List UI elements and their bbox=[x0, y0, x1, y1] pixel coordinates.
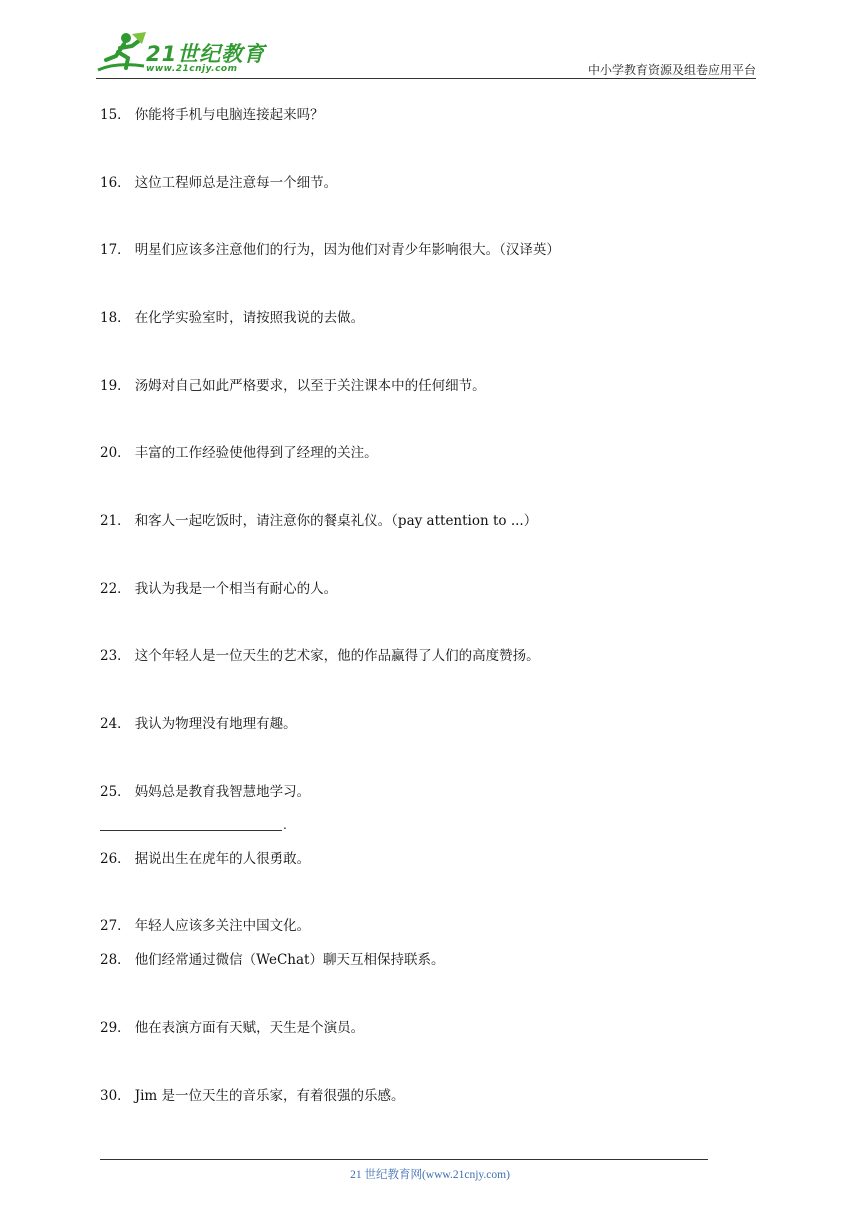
question-number: 26． bbox=[100, 851, 131, 867]
question-number: 16． bbox=[100, 175, 131, 191]
question-text: 你能将手机与电脑连接起来吗？ bbox=[134, 107, 324, 123]
platform-name: 中小学教育资源及组卷应用平台 bbox=[587, 63, 756, 77]
question-number: 20． bbox=[100, 445, 131, 461]
question-text: Jim 是一位天生的音乐家，有着很强的乐感。 bbox=[134, 1088, 405, 1104]
question-text: 这个年轻人是一位天生的艺术家，他的作品赢得了人们的高度赞扬。 bbox=[134, 648, 540, 664]
question-number: 25． bbox=[100, 784, 131, 800]
question-number: 18． bbox=[100, 310, 131, 326]
question-number: 22． bbox=[100, 581, 131, 597]
question-text: 我认为我是一个相当有耐心的人。 bbox=[134, 581, 338, 597]
page-header bbox=[96, 30, 756, 78]
question-number: 27． bbox=[100, 918, 131, 934]
question-text: 我认为物理没有地理有趣。 bbox=[134, 716, 297, 732]
question-text: 这位工程师总是注意每一个细节。 bbox=[134, 175, 338, 191]
question-16 bbox=[100, 174, 337, 192]
site-logo[interactable] bbox=[96, 30, 266, 78]
question-number: 21． bbox=[100, 513, 131, 529]
question-text: 据说出生在虎年的人很勇敢。 bbox=[134, 851, 311, 867]
question-28 bbox=[100, 951, 444, 969]
runner-logo-icon bbox=[96, 30, 148, 76]
question-number: 19． bbox=[100, 378, 131, 394]
question-29 bbox=[100, 1019, 364, 1037]
question-number: 30． bbox=[100, 1088, 131, 1104]
question-number: 24． bbox=[100, 716, 131, 732]
question-19 bbox=[100, 377, 486, 395]
footer-link[interactable]: 21 世纪教育网(www.21cnjy.com) bbox=[350, 1169, 510, 1181]
question-text: 和客人一起吃饭时，请注意你的餐桌礼仪。（pay attention to ...） bbox=[134, 513, 538, 529]
answer-blank-period: . bbox=[283, 818, 287, 832]
question-25 bbox=[100, 783, 310, 801]
logo-url: www.21cnjy.com bbox=[146, 64, 238, 74]
question-text: 年轻人应该多关注中国文化。 bbox=[134, 918, 311, 934]
question-number: 23． bbox=[100, 648, 131, 664]
question-26 bbox=[100, 850, 310, 868]
question-23 bbox=[100, 647, 540, 665]
question-17 bbox=[100, 241, 560, 259]
question-text: 他们经常通过微信（WeChat）聊天互相保持联系。 bbox=[134, 952, 445, 968]
question-18 bbox=[100, 309, 364, 327]
question-27 bbox=[100, 917, 310, 935]
header-divider bbox=[96, 78, 756, 79]
logo-title: 21世纪教育 bbox=[146, 42, 266, 66]
answer-blank[interactable] bbox=[100, 820, 282, 831]
question-text: 汤姆对自己如此严格要求，以至于关注课本中的任何细节。 bbox=[134, 378, 486, 394]
question-text: 明星们应该多注意他们的行为，因为他们对青少年影响很大。（汉译英） bbox=[134, 242, 560, 258]
question-number: 17． bbox=[100, 242, 131, 258]
question-21 bbox=[100, 512, 537, 530]
footer-divider bbox=[100, 1159, 708, 1160]
question-30 bbox=[100, 1087, 405, 1105]
question-number: 15． bbox=[100, 107, 131, 123]
question-24 bbox=[100, 715, 297, 733]
question-text: 丰富的工作经验使他得到了经理的关注。 bbox=[134, 445, 378, 461]
question-number: 29． bbox=[100, 1020, 131, 1036]
question-text: 他在表演方面有天赋，天生是个演员。 bbox=[134, 1020, 365, 1036]
question-20 bbox=[100, 444, 378, 462]
question-15 bbox=[100, 106, 324, 124]
question-22 bbox=[100, 580, 337, 598]
question-text: 妈妈总是教育我智慧地学习。 bbox=[134, 784, 311, 800]
question-text: 在化学实验室时，请按照我说的去做。 bbox=[134, 310, 365, 326]
question-number: 28． bbox=[100, 952, 131, 968]
